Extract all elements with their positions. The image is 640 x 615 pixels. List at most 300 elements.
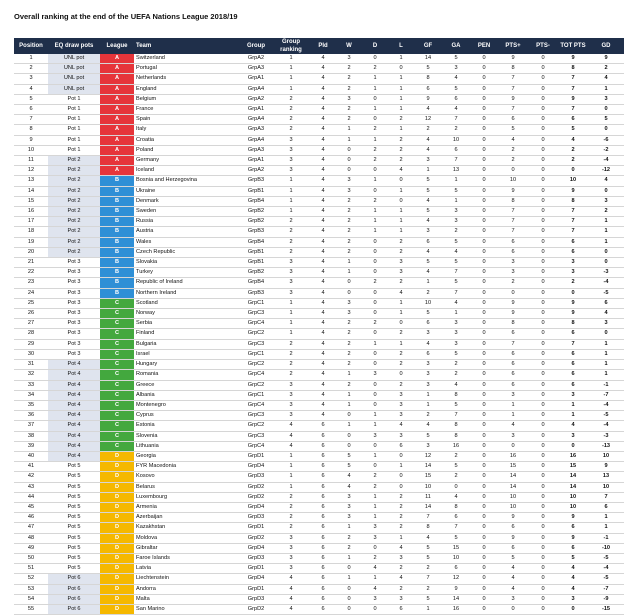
cell-pen: 0	[470, 400, 498, 410]
cell-pts-plus: 3	[498, 594, 528, 604]
cell-group: GrpC2	[240, 380, 272, 390]
cell-position: 4	[14, 84, 48, 94]
cell-position: 32	[14, 370, 48, 380]
cell-group-ranking: 1	[272, 84, 310, 94]
cell-tot-pts: 9	[558, 513, 588, 523]
cell-group: GrpD2	[240, 533, 272, 543]
cell-league: D	[100, 553, 134, 563]
cell-team: Albania	[134, 390, 240, 400]
cell-group-ranking: 3	[272, 258, 310, 268]
cell-d: 0	[362, 115, 388, 125]
table-row	[14, 196, 624, 206]
cell-group-ranking: 1	[272, 472, 310, 482]
cell-d: 1	[362, 411, 388, 421]
cell-d: 2	[362, 64, 388, 74]
cell-w: 0	[336, 288, 362, 298]
cell-tot-pts: 7	[558, 74, 588, 84]
cell-group-ranking: 1	[272, 64, 310, 74]
cell-pts-plus: 7	[498, 74, 528, 84]
cell-league: B	[100, 288, 134, 298]
cell-gf: 2	[414, 584, 442, 594]
cell-gd: 10	[588, 482, 624, 492]
col-header-gf: GF	[414, 38, 442, 54]
cell-d: 0	[362, 462, 388, 472]
cell-gf: 3	[414, 156, 442, 166]
cell-group-ranking: 2	[272, 349, 310, 359]
cell-ga: 2	[442, 370, 470, 380]
cell-league: A	[100, 156, 134, 166]
cell-pld: 4	[310, 370, 336, 380]
table-row	[14, 176, 624, 186]
cell-pts-minus: 0	[528, 492, 558, 502]
cell-pts-plus: 4	[498, 135, 528, 145]
cell-ga: 7	[442, 523, 470, 533]
cell-pts-minus: 0	[528, 400, 558, 410]
cell-pld: 4	[310, 349, 336, 359]
cell-league: A	[100, 166, 134, 176]
cell-pld: 4	[310, 176, 336, 186]
cell-gf: 9	[414, 94, 442, 104]
cell-group: GrpD2	[240, 492, 272, 502]
cell-ga: 4	[442, 105, 470, 115]
cell-league: C	[100, 360, 134, 370]
cell-pld: 4	[310, 400, 336, 410]
cell-l: 2	[388, 513, 414, 523]
cell-team: Austria	[134, 227, 240, 237]
cell-ga: 7	[442, 268, 470, 278]
cell-gd: 1	[588, 523, 624, 533]
cell-position: 6	[14, 105, 48, 115]
cell-pts-minus: 0	[528, 84, 558, 94]
cell-tot-pts: 7	[558, 84, 588, 94]
cell-pld: 6	[310, 594, 336, 604]
cell-pld: 4	[310, 105, 336, 115]
cell-eq-draw-pot: Pot 4	[48, 451, 100, 461]
cell-pld: 4	[310, 309, 336, 319]
table-row	[14, 288, 624, 298]
cell-d: 0	[362, 166, 388, 176]
cell-d: 0	[362, 360, 388, 370]
cell-gf: 15	[414, 472, 442, 482]
cell-eq-draw-pot: UNL pot	[48, 54, 100, 64]
cell-league: B	[100, 247, 134, 257]
cell-pts-plus: 6	[498, 329, 528, 339]
cell-position: 15	[14, 196, 48, 206]
cell-ga: 15	[442, 543, 470, 553]
cell-league: B	[100, 258, 134, 268]
cell-group: GrpA2	[240, 94, 272, 104]
cell-league: D	[100, 492, 134, 502]
table-row	[14, 339, 624, 349]
cell-d: 1	[362, 574, 388, 584]
cell-team: Latvia	[134, 564, 240, 574]
cell-position: 43	[14, 482, 48, 492]
cell-pen: 0	[470, 94, 498, 104]
cell-pts-plus: 4	[498, 584, 528, 594]
cell-l: 2	[388, 523, 414, 533]
cell-group-ranking: 3	[272, 145, 310, 155]
table-row	[14, 309, 624, 319]
cell-gf: 7	[414, 574, 442, 584]
cell-ga: 2	[442, 125, 470, 135]
cell-pts-plus: 10	[498, 176, 528, 186]
cell-pen: 0	[470, 339, 498, 349]
cell-ga: 6	[442, 564, 470, 574]
table-header	[14, 38, 624, 54]
cell-ga: 3	[442, 319, 470, 329]
cell-tot-pts: 2	[558, 145, 588, 155]
cell-pld: 4	[310, 258, 336, 268]
cell-pts-plus: 6	[498, 523, 528, 533]
cell-pts-plus: 8	[498, 64, 528, 74]
cell-position: 24	[14, 288, 48, 298]
cell-pld: 4	[310, 115, 336, 125]
cell-position: 17	[14, 217, 48, 227]
cell-gf: 3	[414, 380, 442, 390]
cell-group: GrpB2	[240, 207, 272, 217]
cell-eq-draw-pot: Pot 3	[48, 309, 100, 319]
cell-pen: 0	[470, 268, 498, 278]
cell-pld: 6	[310, 441, 336, 451]
cell-pen: 0	[470, 349, 498, 359]
cell-team: Sweden	[134, 207, 240, 217]
cell-w: 1	[336, 370, 362, 380]
cell-gf: 10	[414, 482, 442, 492]
cell-team: Kosovo	[134, 472, 240, 482]
cell-ga: 5	[442, 349, 470, 359]
cell-league: D	[100, 584, 134, 594]
cell-d: 1	[362, 502, 388, 512]
cell-w: 0	[336, 145, 362, 155]
cell-w: 3	[336, 502, 362, 512]
cell-position: 23	[14, 278, 48, 288]
cell-l: 1	[388, 94, 414, 104]
cell-team: Georgia	[134, 451, 240, 461]
cell-gd: 0	[588, 105, 624, 115]
cell-pts-minus: 0	[528, 329, 558, 339]
cell-eq-draw-pot: Pot 4	[48, 411, 100, 421]
cell-group-ranking: 1	[272, 196, 310, 206]
cell-pts-plus: 4	[498, 421, 528, 431]
cell-w: 0	[336, 594, 362, 604]
cell-group: GrpB4	[240, 278, 272, 288]
cell-league: C	[100, 329, 134, 339]
cell-tot-pts: 6	[558, 543, 588, 553]
cell-pen: 0	[470, 319, 498, 329]
cell-gd: 0	[588, 329, 624, 339]
cell-group: GrpC4	[240, 441, 272, 451]
cell-d: 1	[362, 74, 388, 84]
cell-pts-minus: 0	[528, 502, 558, 512]
cell-pen: 0	[470, 125, 498, 135]
cell-group-ranking: 4	[272, 604, 310, 614]
ranking-table	[14, 38, 624, 615]
cell-d: 0	[362, 309, 388, 319]
cell-pld: 4	[310, 339, 336, 349]
cell-w: 1	[336, 574, 362, 584]
cell-w: 0	[336, 411, 362, 421]
cell-ga: 1	[442, 196, 470, 206]
cell-pts-minus: 0	[528, 441, 558, 451]
cell-group-ranking: 4	[272, 421, 310, 431]
cell-gd: -4	[588, 156, 624, 166]
cell-eq-draw-pot: Pot 4	[48, 390, 100, 400]
cell-group-ranking: 1	[272, 207, 310, 217]
table-row	[14, 227, 624, 237]
cell-eq-draw-pot: Pot 3	[48, 258, 100, 268]
cell-l: 3	[388, 553, 414, 563]
cell-team: Spain	[134, 115, 240, 125]
cell-tot-pts: 4	[558, 135, 588, 145]
cell-tot-pts: 4	[558, 574, 588, 584]
cell-pts-plus: 0	[498, 604, 528, 614]
cell-pts-plus: 7	[498, 339, 528, 349]
cell-group-ranking: 2	[272, 217, 310, 227]
cell-ga: 13	[442, 166, 470, 176]
cell-gd: 1	[588, 227, 624, 237]
cell-pts-minus: 0	[528, 268, 558, 278]
cell-pts-minus: 0	[528, 227, 558, 237]
cell-d: 3	[362, 533, 388, 543]
cell-pen: 0	[470, 482, 498, 492]
cell-gd: -5	[588, 574, 624, 584]
cell-pts-plus: 7	[498, 105, 528, 115]
cell-pen: 0	[470, 237, 498, 247]
cell-position: 37	[14, 421, 48, 431]
table-row	[14, 319, 624, 329]
cell-w: 3	[336, 309, 362, 319]
cell-group: GrpC1	[240, 390, 272, 400]
cell-league: A	[100, 105, 134, 115]
cell-pen: 0	[470, 64, 498, 74]
cell-position: 20	[14, 247, 48, 257]
cell-league: D	[100, 594, 134, 604]
cell-position: 28	[14, 329, 48, 339]
cell-pld: 4	[310, 74, 336, 84]
cell-pen: 0	[470, 74, 498, 84]
cell-group-ranking: 4	[272, 441, 310, 451]
cell-group: GrpB1	[240, 186, 272, 196]
cell-pts-minus: 0	[528, 298, 558, 308]
table-row	[14, 482, 624, 492]
col-header-w: W	[336, 38, 362, 54]
cell-group: GrpB2	[240, 268, 272, 278]
cell-gf: 12	[414, 451, 442, 461]
cell-pts-minus: 0	[528, 462, 558, 472]
cell-w: 1	[336, 400, 362, 410]
cell-ga: 5	[442, 258, 470, 268]
cell-tot-pts: 10	[558, 502, 588, 512]
cell-pts-plus: 7	[498, 207, 528, 217]
cell-pen: 0	[470, 176, 498, 186]
cell-group: GrpA2	[240, 54, 272, 64]
cell-gd: -5	[588, 553, 624, 563]
cell-group: GrpA3	[240, 125, 272, 135]
cell-w: 1	[336, 258, 362, 268]
cell-ga: 7	[442, 288, 470, 298]
cell-pen: 0	[470, 84, 498, 94]
cell-ga: 16	[442, 441, 470, 451]
cell-team: Turkey	[134, 268, 240, 278]
cell-d: 1	[362, 207, 388, 217]
cell-eq-draw-pot: Pot 6	[48, 574, 100, 584]
cell-pld: 4	[310, 278, 336, 288]
cell-group-ranking: 2	[272, 523, 310, 533]
cell-position: 22	[14, 268, 48, 278]
table-row	[14, 462, 624, 472]
cell-gf: 4	[414, 105, 442, 115]
cell-d: 1	[362, 451, 388, 461]
cell-tot-pts: 5	[558, 125, 588, 135]
cell-group: GrpA4	[240, 135, 272, 145]
table-row	[14, 584, 624, 594]
cell-eq-draw-pot: Pot 1	[48, 94, 100, 104]
cell-team: Bulgaria	[134, 339, 240, 349]
cell-position: 31	[14, 360, 48, 370]
cell-pts-minus: 0	[528, 451, 558, 461]
cell-gf: 10	[414, 298, 442, 308]
cell-pts-minus: 0	[528, 339, 558, 349]
cell-eq-draw-pot: Pot 3	[48, 278, 100, 288]
cell-l: 1	[388, 462, 414, 472]
cell-team: Lithuania	[134, 441, 240, 451]
cell-ga: 1	[442, 309, 470, 319]
cell-l: 2	[388, 584, 414, 594]
cell-group-ranking: 2	[272, 502, 310, 512]
cell-w: 0	[336, 584, 362, 594]
cell-team: Romania	[134, 370, 240, 380]
cell-tot-pts: 6	[558, 370, 588, 380]
cell-w: 3	[336, 176, 362, 186]
table-row	[14, 329, 624, 339]
cell-group: GrpC2	[240, 360, 272, 370]
cell-pts-minus: 0	[528, 390, 558, 400]
cell-gd: 0	[588, 125, 624, 135]
cell-position: 21	[14, 258, 48, 268]
cell-league: D	[100, 482, 134, 492]
cell-l: 0	[388, 319, 414, 329]
cell-pts-minus: 0	[528, 288, 558, 298]
cell-tot-pts: 6	[558, 115, 588, 125]
cell-eq-draw-pot: Pot 4	[48, 360, 100, 370]
cell-gd: -9	[588, 594, 624, 604]
cell-gd: 10	[588, 451, 624, 461]
cell-group-ranking: 3	[272, 135, 310, 145]
cell-team: FYR Macedonia	[134, 462, 240, 472]
cell-eq-draw-pot: UNL pot	[48, 74, 100, 84]
cell-gf: 4	[414, 533, 442, 543]
cell-gf: 5	[414, 553, 442, 563]
cell-group-ranking: 3	[272, 553, 310, 563]
cell-group-ranking: 4	[272, 584, 310, 594]
cell-tot-pts: 6	[558, 523, 588, 533]
cell-pen: 0	[470, 594, 498, 604]
cell-w: 0	[336, 441, 362, 451]
cell-tot-pts: 4	[558, 421, 588, 431]
col-header-d: D	[362, 38, 388, 54]
cell-group: GrpA3	[240, 145, 272, 155]
cell-pen: 0	[470, 360, 498, 370]
cell-team: Liechtenstein	[134, 574, 240, 584]
cell-ga: 8	[442, 390, 470, 400]
cell-league: B	[100, 278, 134, 288]
cell-tot-pts: 1	[558, 411, 588, 421]
cell-pld: 4	[310, 298, 336, 308]
cell-league: D	[100, 604, 134, 614]
cell-gf: 5	[414, 64, 442, 74]
cell-l: 0	[388, 472, 414, 482]
cell-pen: 0	[470, 288, 498, 298]
cell-league: D	[100, 533, 134, 543]
cell-group-ranking: 1	[272, 462, 310, 472]
cell-team: Scotland	[134, 298, 240, 308]
cell-pen: 0	[470, 543, 498, 553]
cell-tot-pts: 2	[558, 278, 588, 288]
cell-group: GrpD1	[240, 564, 272, 574]
cell-pen: 0	[470, 533, 498, 543]
cell-pld: 4	[310, 329, 336, 339]
cell-gd: -13	[588, 441, 624, 451]
cell-pld: 6	[310, 523, 336, 533]
cell-gf: 2	[414, 288, 442, 298]
cell-pen: 0	[470, 502, 498, 512]
cell-w: 2	[336, 84, 362, 94]
cell-w: 2	[336, 329, 362, 339]
cell-team: Azerbaijan	[134, 513, 240, 523]
cell-group: GrpB3	[240, 227, 272, 237]
cell-team: Norway	[134, 309, 240, 319]
cell-ga: 6	[442, 94, 470, 104]
table-row	[14, 604, 624, 614]
cell-ga: 3	[442, 64, 470, 74]
cell-position: 50	[14, 553, 48, 563]
cell-pld: 6	[310, 492, 336, 502]
cell-gf: 3	[414, 227, 442, 237]
cell-ga: 5	[442, 186, 470, 196]
cell-league: C	[100, 441, 134, 451]
cell-pen: 0	[470, 584, 498, 594]
cell-position: 10	[14, 145, 48, 155]
cell-gf: 5	[414, 543, 442, 553]
cell-pld: 4	[310, 125, 336, 135]
cell-w: 1	[336, 421, 362, 431]
cell-pen: 0	[470, 462, 498, 472]
cell-pld: 4	[310, 64, 336, 74]
cell-position: 39	[14, 441, 48, 451]
cell-group: GrpA4	[240, 115, 272, 125]
cell-group-ranking: 3	[272, 564, 310, 574]
cell-pen: 0	[470, 54, 498, 64]
cell-l: 1	[388, 533, 414, 543]
cell-gf: 14	[414, 502, 442, 512]
cell-pts-minus: 0	[528, 594, 558, 604]
cell-league: A	[100, 84, 134, 94]
cell-l: 4	[388, 574, 414, 584]
cell-gd: 0	[588, 247, 624, 257]
cell-group: GrpC2	[240, 421, 272, 431]
cell-w: 2	[336, 74, 362, 84]
table-row	[14, 237, 624, 247]
cell-group-ranking: 1	[272, 54, 310, 64]
cell-d: 0	[362, 349, 388, 359]
cell-w: 2	[336, 247, 362, 257]
cell-eq-draw-pot: Pot 5	[48, 543, 100, 553]
cell-gd: 1	[588, 349, 624, 359]
cell-group: GrpD3	[240, 513, 272, 523]
cell-team: England	[134, 84, 240, 94]
cell-gd: 7	[588, 492, 624, 502]
cell-ga: 5	[442, 533, 470, 543]
